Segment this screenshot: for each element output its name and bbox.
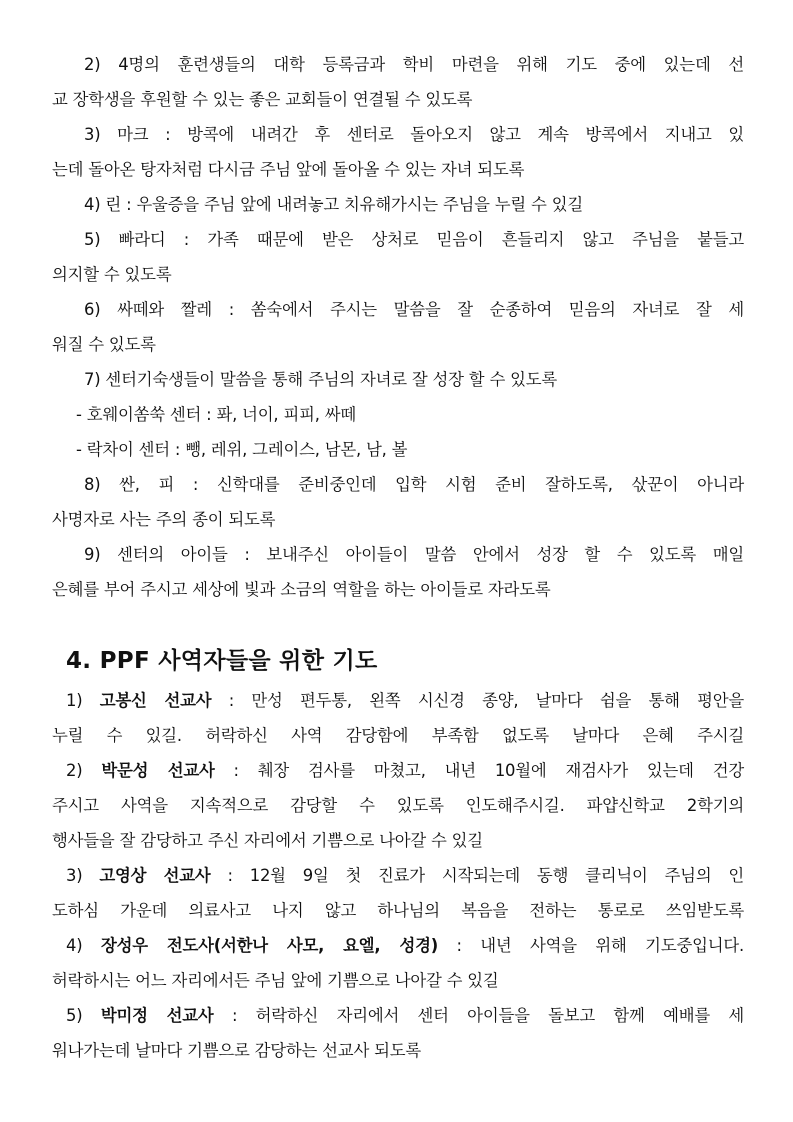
missionary-item-4-line-1 [66,935,744,957]
missionary-item-5-line-2: 워나가는데 날마다 기쁨으로 감당하는 선교사 되도록 [52,1041,421,1060]
missionary-name: 장성우 전도사(서한나 사모, 요엘, 성경) [100,936,438,955]
missionary-item-2-line-1 [66,760,744,782]
missionary-item-1-line-2: 누릴 수 있길. 허락하신 사역 감당함에 부족함 없도록 날마다 은혜 주시길 [52,726,744,745]
prayer-item-3-line-1: 3) 마크 : 방콕에 내려간 후 센터로 돌아오지 않고 계속 방콕에서 지내고 있 [84,125,744,144]
prayer-item-2-line-1: 2) 4명의 훈련생들의 대학 등록금과 학비 마련을 위해 기도 중에 있는데 선 [84,55,744,74]
item-number: 5) [66,1006,83,1025]
item-number: 1) [66,691,83,710]
center-list-howei: - 호웨이쏨쑥 센터 : 퐈, 너이, 피피, 싸떼 [76,405,357,424]
item-text: : 췌장 검사를 마쳤고, 내년 10월에 재검사가 있는데 건강 [214,761,745,780]
prayer-item-5-line-1: 5) 빠라디 : 가족 때문에 받은 상처로 믿음이 흔들리지 않고 주님을 붙들고 [84,230,744,249]
missionary-item-2-line-3: 행사들을 잘 감당하고 주신 자리에서 기쁨으로 나아갈 수 있길 [52,831,483,850]
missionary-item-1-line-1 [66,690,744,712]
item-text: : 허락하신 자리에서 센터 아이들을 돌보고 함께 예배를 세 [213,1006,745,1025]
prayer-item-9-line-1: 9) 센터의 아이들 : 보내주신 아이들이 말씀 안에서 성장 할 수 있도록 매일 [84,545,744,564]
prayer-item-6-line-2: 워질 수 있도록 [52,335,156,354]
prayer-item-5-line-2: 의지할 수 있도록 [52,265,172,284]
missionary-name: 박문성 선교사 [101,761,215,780]
item-text: : 만성 편두통, 왼쪽 시신경 종양, 날마다 쉼을 통해 평안을 [211,691,745,710]
prayer-item-8-line-2: 사명자로 사는 주의 종이 되도록 [52,510,276,529]
missionary-name: 박미정 선교사 [100,1006,214,1025]
missionary-item-5-line-1 [66,1005,744,1027]
missionary-item-2-line-2: 주시고 사역을 지속적으로 감당할 수 있도록 인도해주시길. 파얍신학교 2학기의 [52,796,744,815]
missionary-item-3-line-1 [66,865,744,887]
item-number: 3) [66,866,83,885]
item-text: : 12월 9일 첫 진료가 시작되는데 동행 클리닉이 주님의 인 [210,866,744,885]
prayer-item-9-line-2: 은혜를 부어 주시고 세상에 빛과 소금의 역할을 하는 아이들로 자라도록 [52,580,551,599]
prayer-item-8-line-1: 8) 싼, 피 : 신학대를 준비중인데 입학 시험 준비 잘하도록, 삯꾼이 아니라 [84,475,744,494]
prayer-item-2-line-2: 교 장학생을 후원할 수 있는 좋은 교회들이 연결될 수 있도록 [52,90,473,109]
missionary-item-3-line-2: 도하심 가운데 의료사고 나지 않고 하나님의 복음을 전하는 통로로 쓰임받도록 [52,901,744,920]
prayer-item-6-line-1: 6) 싸떼와 짤레 : 쏨숙에서 주시는 말씀을 잘 순종하여 믿음의 자녀로 잘 세 [84,300,744,319]
item-number: 2) [66,761,83,780]
missionary-name: 고봉신 선교사 [99,691,212,710]
prayer-item-3-line-2: 는데 돌아온 탕자처럼 다시금 주님 앞에 돌아올 수 있는 자녀 되도록 [52,160,525,179]
missionary-item-4-line-2: 허락하시는 어느 자리에서든 주님 앞에 기쁨으로 나아갈 수 있길 [52,971,499,990]
prayer-item-4-line-1: 4) 린 : 우울증을 주님 앞에 내려놓고 치유해가시는 주님을 누릴 수 있길 [84,195,583,214]
missionary-name: 고영상 선교사 [99,866,211,885]
item-number: 4) [66,936,83,955]
item-text: : 내년 사역을 위해 기도중입니다. [438,936,744,955]
section-4-heading: 4. PPF 사역자들을 위한 기도 [66,648,378,674]
center-list-lakchai: - 락차이 센터 : 뺑, 레위, 그레이스, 남몬, 남, 볼 [76,440,408,459]
prayer-item-7-line-1: 7) 센터기숙생들이 말씀을 통해 주님의 자녀로 잘 성장 할 수 있도록 [84,370,557,389]
